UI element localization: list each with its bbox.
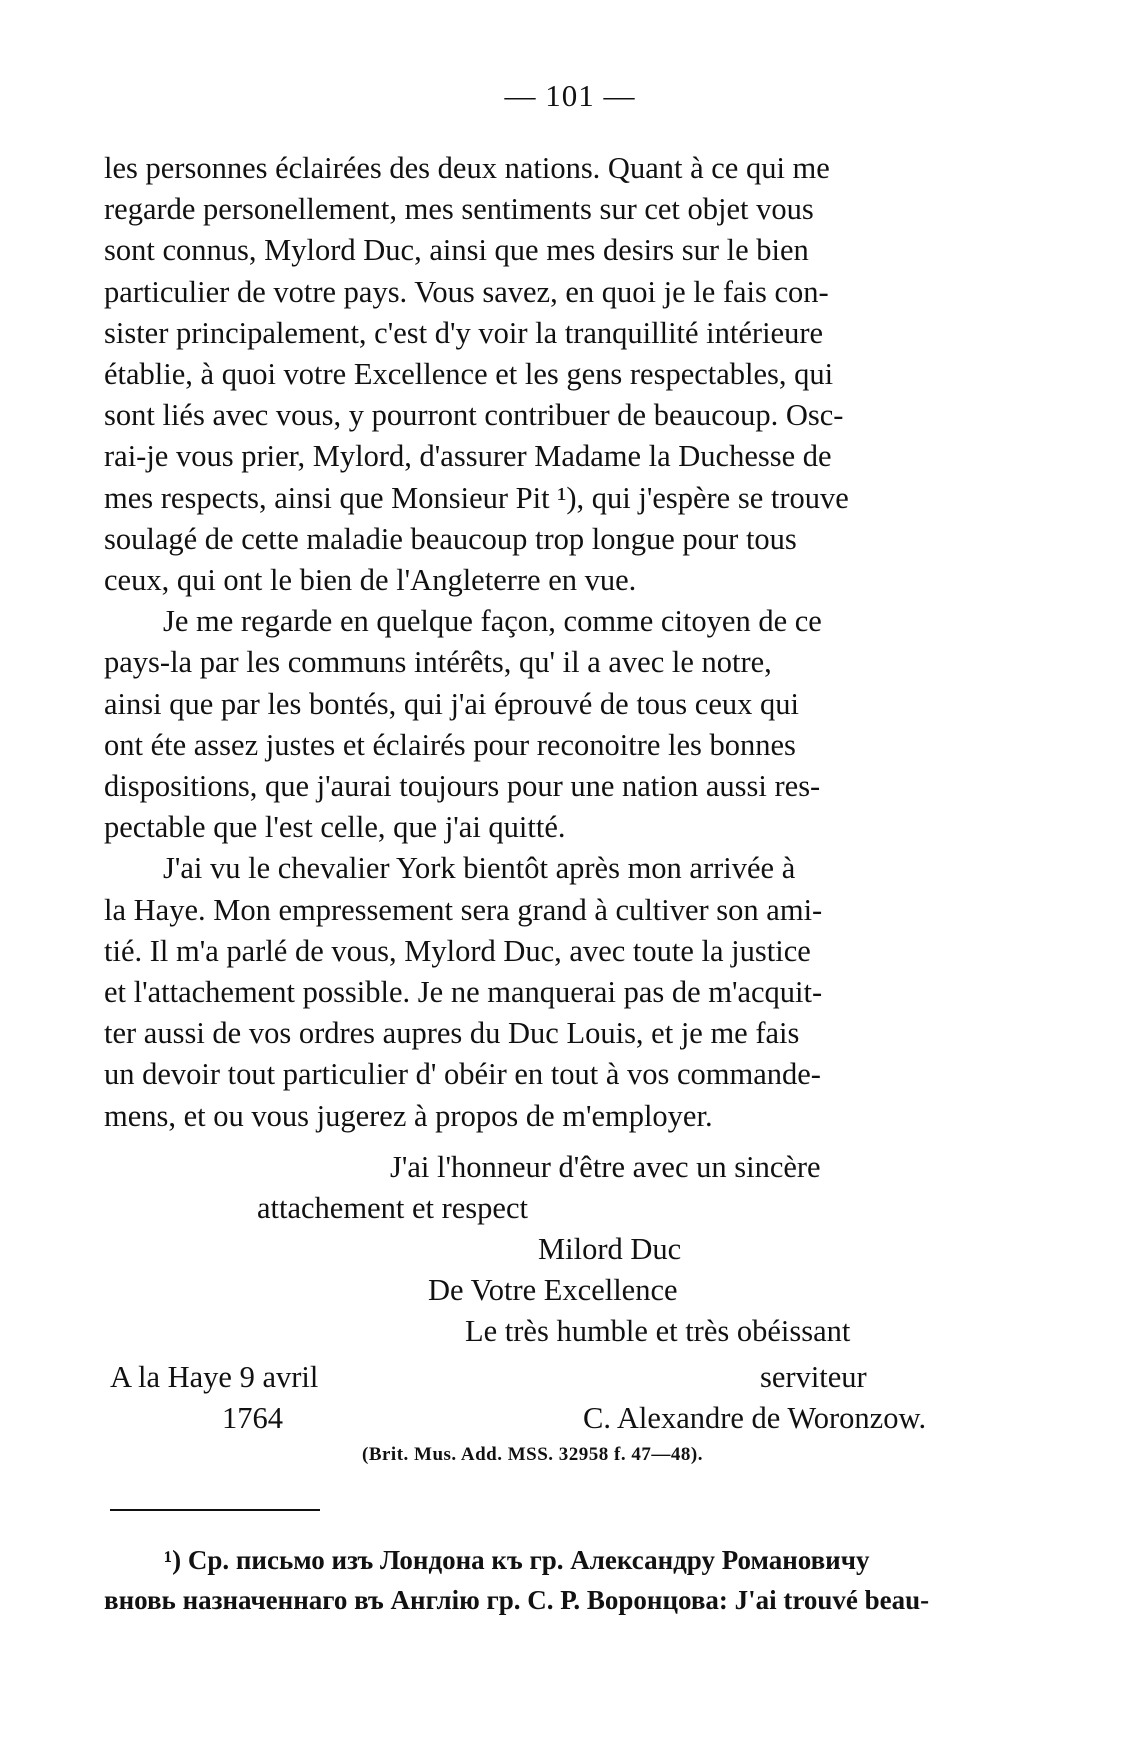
closing-salutation: J'ai l'honneur d'être avec un sincère	[390, 1150, 821, 1184]
text-line: ainsi que par les bontés, qui j'ai éprouvé de tous ceux qui	[104, 686, 799, 721]
text-line: sister principalement, c'est d'y voir la tranquillité intérieure	[104, 315, 824, 350]
place-date: A la Haye 9 avril	[110, 1360, 319, 1394]
year: 1764	[222, 1401, 283, 1435]
text-line: pectable que l'est celle, que j'ai quitté.	[104, 810, 566, 845]
text-line: ceux, qui ont le bien de l'Angleterre en vue.	[104, 563, 637, 598]
text-line: les personnes éclairées des deux nations. Quant à ce qui me	[104, 151, 830, 185]
text-line: pays-la par les communs intérêts, qu' il a avec le notre,	[104, 645, 772, 680]
text-line: tié. Il m'a parlé de vous, Mylord Duc, avec toute la justice	[104, 933, 811, 968]
text-line: ter aussi de vos ordres aupres du Duc Louis, et je me fais	[104, 1016, 800, 1051]
text-line: mes respects, ainsi que Monsieur Pit ¹), qui j'espère se trouve	[104, 480, 849, 515]
paragraph-2	[104, 601, 1030, 848]
footnote-line: ¹) Ср. письмо изъ Лондона къ гр. Александру Романовичу	[164, 1545, 870, 1575]
text-line: un devoir tout particulier d' obéir en tout à vos commande-	[104, 1057, 821, 1092]
closing-line: Le très humble et très obéissant	[465, 1314, 851, 1348]
text-line: sont liés avec vous, y pourront contribuer de beaucoup. Osc-	[104, 398, 844, 433]
signature: C. Alexandre de Woronzow.	[583, 1401, 927, 1435]
text-line: rai-je vous prier, Mylord, d'assurer Madame la Duchesse de	[104, 439, 832, 474]
closing-address: De Votre Excellence	[428, 1273, 678, 1307]
text-line: Je me regarde en quelque façon, comme citoyen de ce	[163, 604, 822, 639]
footnote-divider	[110, 1509, 320, 1511]
text-line: particulier de votre pays. Vous savez, en quoi je le fais con-	[104, 274, 829, 309]
text-line: ont éte assez justes et éclairés pour reconoitre les bonnes	[104, 727, 796, 762]
closing-address: Milord Duc	[538, 1232, 682, 1266]
closing-line: attachement et respect	[257, 1191, 528, 1225]
page-number: — 101 —	[504, 78, 636, 113]
text-line: établie, à quoi votre Excellence et les gens respectables, qui	[104, 357, 834, 392]
archive-citation: (Brit. Mus. Add. MSS. 32958 f. 47—48).	[362, 1444, 703, 1465]
text-line: dispositions, que j'aurai toujours pour une nation aussi res-	[104, 769, 821, 804]
footnote-line: вновь назначеннаго въ Англію гр. С. Р. Воронцова: J'ai trouvé beau-	[104, 1585, 930, 1615]
text-line: sont connus, Mylord Duc, ainsi que mes desirs sur le bien	[104, 233, 809, 268]
letter-body	[104, 148, 1030, 1137]
paragraph-1	[104, 148, 1030, 601]
text-line: mens, et ou vous jugerez à propos de m'employer.	[104, 1098, 713, 1133]
text-line: la Haye. Mon empressement sera grand à cultiver son ami-	[104, 892, 823, 927]
text-line: regarde personellement, mes sentiments sur cet objet vous	[104, 192, 814, 227]
closing-servant: serviteur	[760, 1360, 867, 1394]
text-line: soulagé de cette maladie beaucoup trop longue pour tous	[104, 521, 797, 556]
footnote	[104, 1540, 1030, 1620]
text-line: et l'attachement possible. Je ne manquerai pas de m'acquit-	[104, 975, 823, 1010]
text-line: J'ai vu le chevalier York bientôt après mon arrivée à	[163, 851, 796, 886]
paragraph-3	[104, 848, 1030, 1136]
